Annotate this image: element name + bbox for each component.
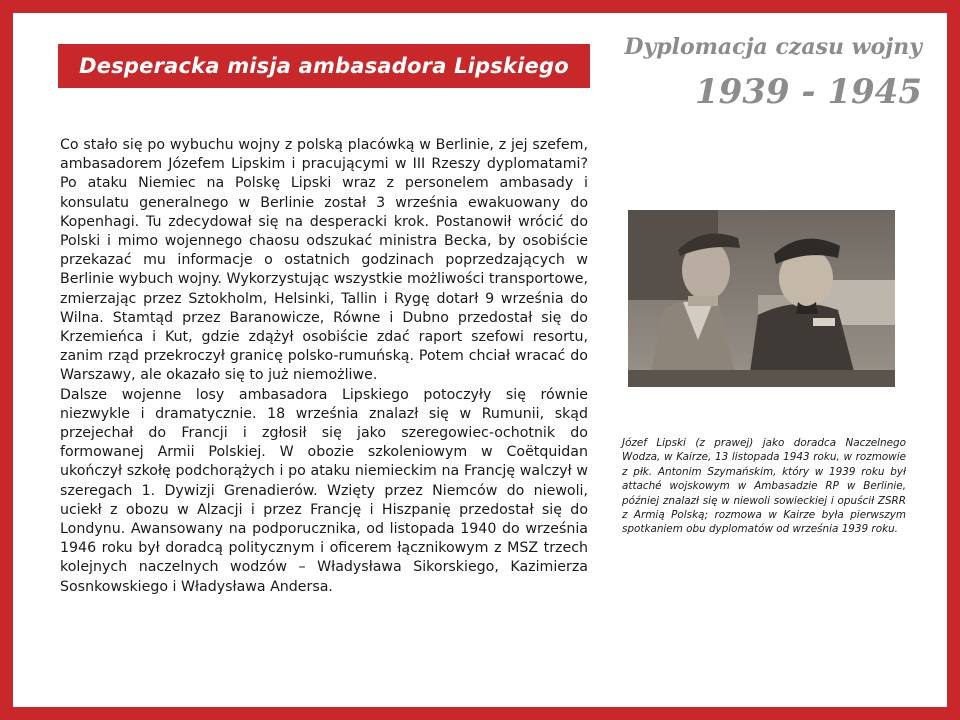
historical-photo	[628, 210, 895, 387]
article-body	[60, 136, 588, 597]
title-banner	[58, 44, 590, 88]
article-paragraph: Co stało się po wybuchu wojny z polską placówką w Berlinie, z jej szefem, ambasadorem Józefem Lipskim i pracującymi w III Rzeszy dyplomatami? Po ataku Niemiec na Polskę Lipski wraz z personelem ambasady i konsulatu generalnego w Berlinie został 3 września ewakuowany do Kopenhagi. Tu zdecydował się na desperacki krok. Postanowił wrócić do Polski i mimo wojennego chaosu odszukać ministra Becka, by osobiście przekazać mu informacje o ostatnich godzinach poprzedzających w Berlinie wybuch wojny. Wykorzystując wszystkie możliwości transportowe, zmierzając przez Sztokholm, Helsinki, Tallin i Rygę dotarł 9 września do Wilna. Stamtąd przez Baranowicze, Równe i Dubno przedostał się do Krzemieńca i Kut, gdzie zdążył osobiście zdać raport szefowi resortu, zanim rząd przekroczył granicę polsko-rumuńską. Potem chciał wracać do Warszawy, ale okazało się to już niemożliwe.	[60, 137, 588, 384]
photo-illustration	[628, 210, 895, 387]
article-paragraph: Dalsze wojenne losy ambasadora Lipskiego potoczyły się równie niezwykle i dramatycznie. 18 września znalazł się w Rumunii, skąd przejechał do Francji i zgłosił się jako szeregowiec-ochotnik do formowanej Armii Polskiej. W obozie szkoleniowym w Coëtquidan ukończył szkołę podchorążych i po ataku niemieckim na Francję walczył w szeregach 1. Dywizji Grenadierów. Wzięty przez Niemców do niewoli, uciekł z obozu w Alzacji i przez Francję i Hiszpanię przedostał się do Londynu. Awansowany na podporucznika, od listopada 1940 do września 1946 roku był doradcą politycznym i oficerem łącznikowym z MSZ trzech kolejnych naczelnych wodzów – Władysława Sikorskiego, Kazimierza Sosnkowskiego i Władysława Andersa.	[60, 386, 588, 595]
series-years: 1939 - 1945	[694, 72, 922, 112]
series-title: Dyplomacja czasu wojny	[624, 34, 922, 60]
photo-caption: Józef Lipski (z prawej) jako doradca Naczelnego Wodza, w Kairze, 13 listopada 1943 roku, w rozmowie z płk. Antonim Szymańskim, który w 1939 roku był attaché wojskowym w Ambasadzie RP w Berlinie, później znalazł się w niewoli sowieckiej i opuścił ZSRR z Armią Polską; rozmowa w Kairze była pierwszym spotkaniem obu dyplomatów od września 1939 roku.	[622, 437, 906, 536]
page-title: Desperacka misja ambasadora Lipskiego	[79, 54, 569, 78]
